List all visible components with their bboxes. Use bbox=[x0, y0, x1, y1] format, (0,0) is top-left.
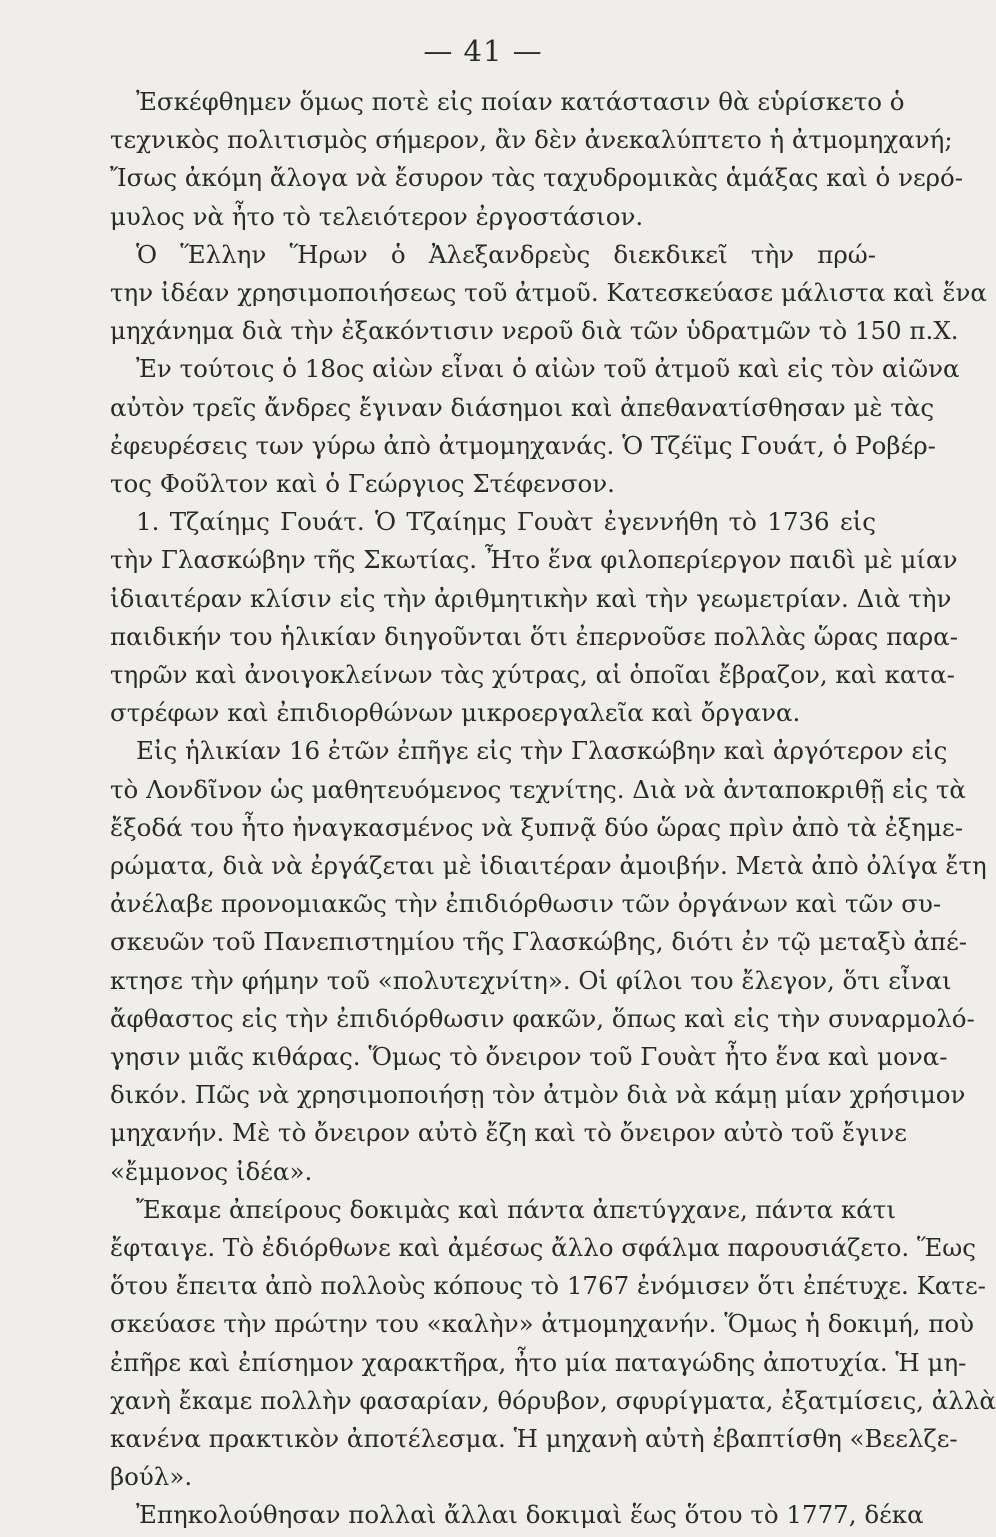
text-line: 1. Τζαίημς Γουάτ. Ὁ Τζαίημς Γουὰτ ἐγεννήθη τὸ 1736 εἰς bbox=[136, 507, 876, 537]
text-line: Ἴσως ἀκόμη ἄλογα νὰ ἔσυρον τὰς ταχυδρομικὰς ἁμάξας καὶ ὁ νερό- bbox=[110, 163, 964, 193]
text-line: γησιν μιᾶς κιθάρας. Ὅμως τὸ ὄνειρον τοῦ Γουὰτ ἦτο ἕνα καὶ μονα- bbox=[110, 1042, 948, 1071]
text-line: Ἐσκέφθημεν ὅμως ποτὲ εἰς ποίαν κατάστασιν θὰ εὑρίσκετο ὁ bbox=[136, 87, 905, 116]
text-line: ρώματα, διὰ νὰ ἐργάζεται μὲ ἰδιαιτέραν ἀμοιβήν. Μετὰ ἀπὸ ὀλίγα ἔτη bbox=[110, 851, 987, 880]
text-line: Ἔκαμε ἀπείρους δοκιμὰς καὶ πάντα ἀπετύγχανε, πάντα κάτι bbox=[136, 1194, 896, 1224]
page-number: — 41 — bbox=[423, 34, 543, 68]
text-line: την ἰδέαν χρησιμοποιήσεως τοῦ ἀτμοῦ. Κατεσκεύασε μάλιστα καὶ ἕνα bbox=[110, 278, 987, 307]
text-line: σκεύασε τὴν πρώτην του «καλὴν» ἀτμομηχανήν. Ὅμως ἡ δοκιμή, ποὺ bbox=[110, 1309, 975, 1339]
text-line: τὸ Λονδῖνον ὡς μαθητευόμενος τεχνίτης. Διὰ νὰ ἀνταποκριθῇ εἰς τὰ bbox=[110, 774, 966, 804]
text-line: «ἔμμονος ἰδέα». bbox=[110, 1156, 313, 1186]
text-line: ἐπῆρε καὶ ἐπίσημον χαρακτῆρα, ἦτο μία παταγώδης ἀποτυχία. Ἡ μη- bbox=[110, 1347, 967, 1377]
text-line: αὐτὸν τρεῖς ἄνδρες ἔγιναν διάσημοι καὶ ἀπεθανατίσθησαν μὲ τὰς bbox=[110, 392, 935, 422]
text-line: βούλ». bbox=[110, 1462, 193, 1492]
text-line: ἄφθαστος εἰς τὴν ἐπιδιόρθωσιν φακῶν, ὅπως καὶ εἰς τὴν συναρμολό- bbox=[110, 1003, 975, 1033]
text-line: ἰδιαιτέραν κλίσιν εἰς τὴν ἀριθμητικὴν καὶ τὴν γεωμετρίαν. Διὰ τὴν bbox=[110, 583, 952, 613]
text-line: τηρῶν καὶ ἀνοιγοκλείνων τὰς χύτρας, αἱ ὁποῖαι ἔβραζον, καὶ κατα- bbox=[110, 660, 955, 689]
text-line: στρέφων καὶ ἐπιδιορθώνων μικροεργαλεῖα καὶ ὄργανα. bbox=[110, 698, 801, 728]
text-line: ὅτου ἔπειτα ἀπὸ πολλοὺς κόπους τὸ 1767 ἐνόμισεν ὅτι ἐπέτυχε. Κατε- bbox=[110, 1271, 986, 1301]
text-line: κανένα πρακτικὸν ἀποτέλεσμα. Ἡ μηχανὴ αὐτὴ ἐβαπτίσθη «Βεελζε- bbox=[110, 1424, 958, 1453]
text-line: χανὴ ἔκαμε πολλὴν φασαρίαν, θόρυβον, σφυρίγματα, ἐξατμίσεις, ἀλλὰ bbox=[110, 1385, 996, 1415]
text-line: κτησε τὴν φήμην τοῦ «πολυτεχνίτη». Οἱ φίλοι του ἔλεγον, ὅτι εἶναι bbox=[110, 965, 952, 995]
text-line: σκευῶν τοῦ Πανεπιστημίου τῆς Γλασκώβης, διότι ἐν τῷ μεταξὺ ἀπέ- bbox=[110, 927, 968, 957]
text-line: μηχάνημα διὰ τὴν ἐξακόντισιν νεροῦ διὰ τῶν ὑδρατμῶν τὸ 150 π.Χ. bbox=[110, 316, 959, 346]
text-line: Εἰς ἡλικίαν 16 ἐτῶν ἐπῆγε εἰς τὴν Γλασκώβην καὶ ἀργότερον εἰς bbox=[136, 736, 948, 766]
text-line: τὴν Γλασκώβην τῆς Σκωτίας. Ἦτο ἕνα φιλοπερίεργον παιδὶ μὲ μίαν bbox=[110, 545, 958, 575]
text-line: ἐφευρέσεις των γύρω ἀπὸ ἀτμομηχανάς. Ὁ Τζέϊμς Γουάτ, ὁ Ροβέρ- bbox=[110, 430, 936, 460]
text-line: τος Φοῦλτον καὶ ὁ Γεώργιος Στέφενσον. bbox=[110, 469, 615, 498]
text-line: Ἐν τούτοις ὁ 18ος αἰὼν εἶναι ὁ αἰὼν τοῦ ἀτμοῦ καὶ εἰς τὸν αἰῶνα bbox=[136, 354, 960, 384]
text-line: δικόν. Πῶς νὰ χρησιμοποιήσῃ τὸν ἀτμὸν διὰ νὰ κάμῃ μίαν χρήσιμον bbox=[110, 1080, 966, 1110]
text-line: ἔφταιγε. Τὸ ἐδιόρθωνε καὶ ἀμέσως ἄλλο σφάλμα παρουσιάζετο. Ἕως bbox=[110, 1233, 976, 1262]
text-line: μυλος νὰ ἦτο τὸ τελειότερον ἐργοστάσιον. bbox=[110, 201, 644, 231]
text-line: ἔξοδά του ἦτο ἠναγκασμένος νὰ ξυπνᾷ δύο ὥρας πρὶν ἀπὸ τὰ ἐξημε- bbox=[110, 812, 963, 842]
text-line: Ἐπηκολούθησαν πολλαὶ ἄλλαι δοκιμαὶ ἕως ὅτου τὸ 1777, δέκα bbox=[136, 1500, 924, 1530]
text-line: μηχανήν. Μὲ τὸ ὄνειρον αὐτὸ ἔζη καὶ τὸ ὄνειρον αὐτὸ τοῦ ἔγινε bbox=[110, 1118, 907, 1148]
text-line: Ὁ Ἕλλην Ἥρων ὁ Ἀλεξανδρεὺς διεκδικεῖ τὴν πρώ- bbox=[136, 239, 876, 269]
text-line: παιδικήν του ἡλικίαν διηγοῦνται ὅτι ἐπερνοῦσε πολλὰς ὥρας παρα- bbox=[110, 621, 958, 651]
text-line: τεχνικὸς πολιτισμὸς σήμερον, ἂν δὲν ἀνεκαλύπτετο ἡ ἀτμομηχανή; bbox=[110, 125, 953, 155]
text-line: ἀνέλαβε προνομιακῶς τὴν ἐπιδιόρθωσιν τῶν ὀργάνων καὶ τῶν συ- bbox=[110, 889, 942, 919]
